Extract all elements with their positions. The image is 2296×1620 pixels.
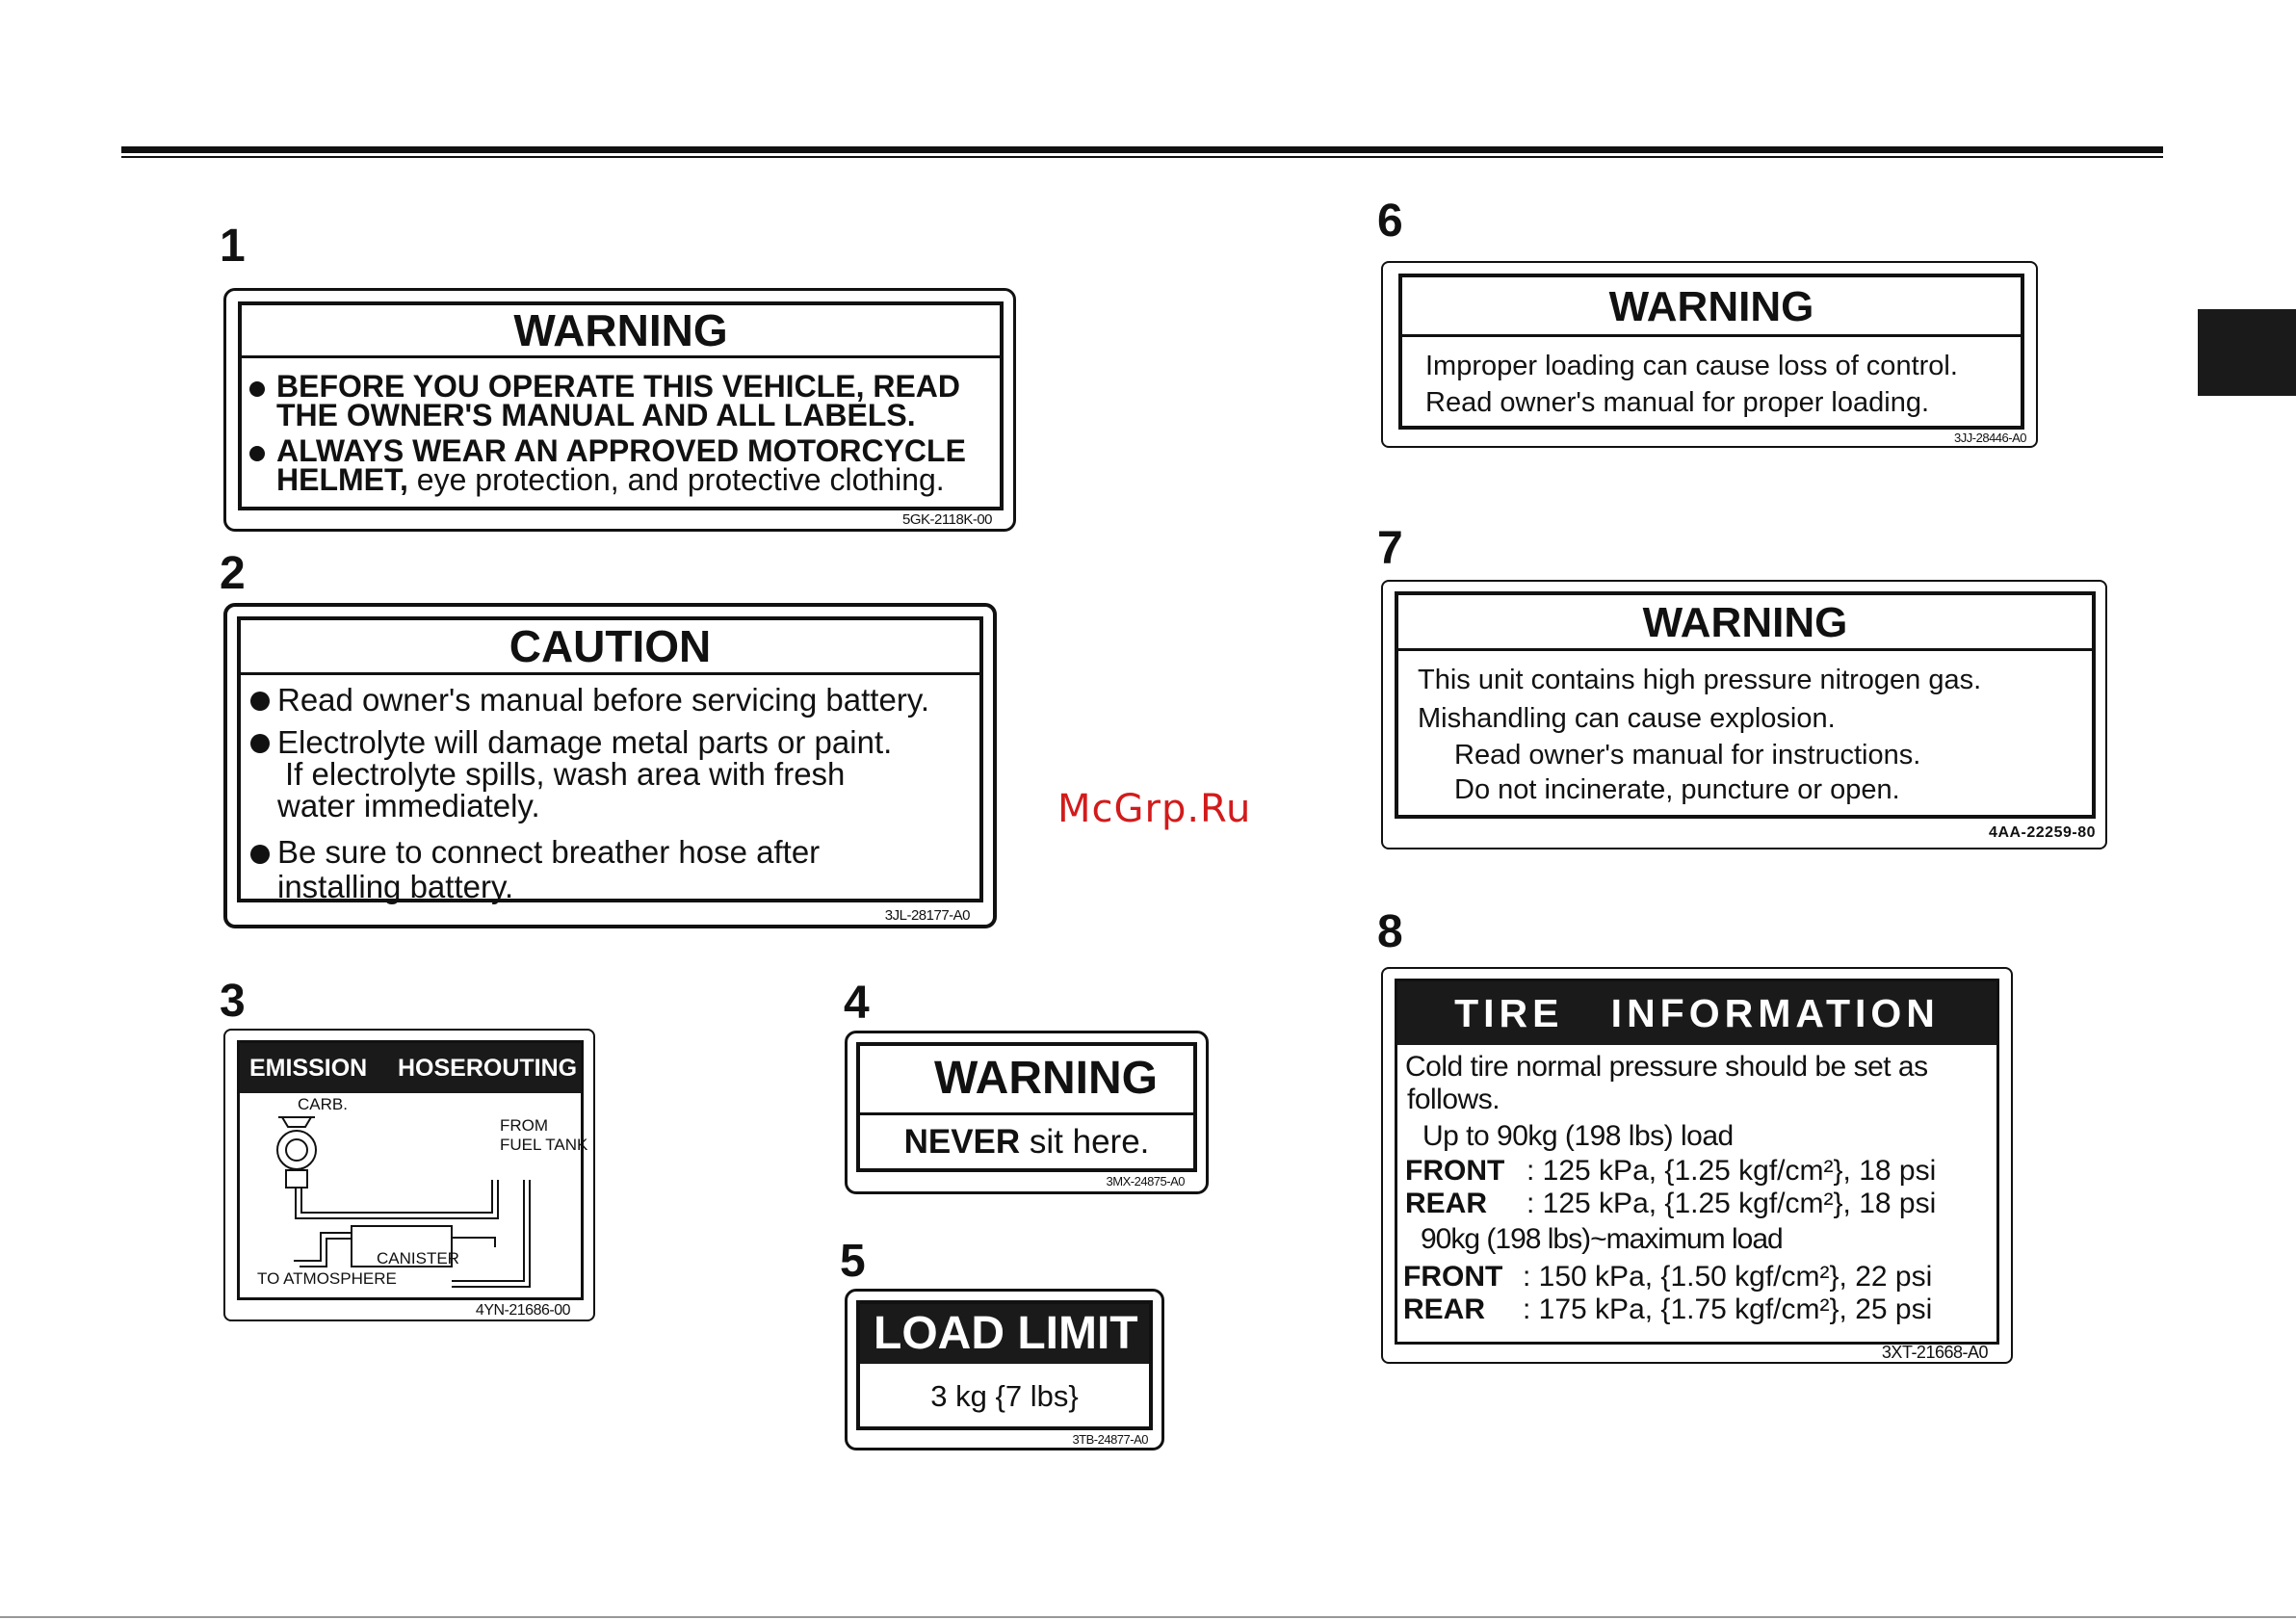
header-rule [121, 146, 2163, 153]
label-4-never: NEVER [903, 1123, 1021, 1161]
bullet [249, 446, 265, 461]
label-number-1: 1 [220, 221, 246, 272]
label-3-to-atmosphere: TO ATMOSPHERE [257, 1269, 397, 1288]
label-8-line-1: Cold tire normal pressure should be set as [1405, 1051, 1928, 1083]
label-8-rear-2-label: REAR [1403, 1293, 1486, 1325]
label-7-title: WARNING [1398, 595, 2092, 651]
label-4-code: 3MX-24875-A0 [1106, 1174, 1185, 1189]
label-6-warning [1381, 261, 2038, 448]
label-2-title: CAUTION [241, 620, 979, 675]
label-4-body [860, 1123, 1193, 1162]
label-7-code: 4AA-22259-80 [1989, 824, 2096, 841]
label-2-bullet-3-line-1: Be sure to connect breather hose after [277, 834, 821, 870]
label-number-7: 7 [1377, 523, 1403, 574]
label-3-fuel-tank: FUEL TANK [500, 1136, 588, 1154]
label-number-3: 3 [220, 976, 246, 1027]
label-8-rear-1-label: REAR [1405, 1188, 1488, 1219]
label-8-line-3: Up to 90kg (198 lbs) load [1422, 1120, 1734, 1152]
header-rule-thin [121, 156, 2163, 158]
watermark: McGrp.Ru [1057, 787, 1252, 831]
label-number-2: 2 [220, 548, 246, 599]
label-3-from: FROM [500, 1116, 549, 1135]
label-8-rear-1-value: : 125 kPa, {1.25 kgf/cm²}, 18 psi [1526, 1188, 1937, 1219]
label-3-carb: CARB. [298, 1095, 348, 1113]
label-1-helmet: HELMET, [276, 462, 408, 497]
label-8-line-4: 90kg (198 lbs)~maximum load [1421, 1223, 1783, 1255]
label-3-code: 4YN-21686-00 [475, 1302, 570, 1319]
label-2-bullet-2-line-2: If electrolyte spills, wash area with fresh [285, 756, 846, 792]
label-6-code: 3JJ-28446-A0 [1954, 431, 2026, 445]
label-8-front-2-label: FRONT [1403, 1261, 1503, 1293]
label-4-frame [856, 1042, 1197, 1172]
label-number-6: 6 [1377, 196, 1403, 247]
label-3-emission [223, 1029, 595, 1321]
label-6-frame [1398, 274, 2024, 430]
label-4-title: WARNING [860, 1046, 1193, 1115]
label-3-title [240, 1043, 581, 1093]
label-6-line-1: Improper loading can cause loss of control. [1425, 351, 1958, 381]
label-8-title: TIRE INFORMATION [1397, 981, 1996, 1045]
label-6-title: WARNING [1402, 277, 2021, 337]
label-number-5: 5 [840, 1236, 866, 1287]
label-3-title-left: EMISSION [249, 1055, 368, 1082]
label-1-bullet-2-line-2 [276, 462, 945, 498]
label-1-protection: eye protection, and protective clothing. [407, 462, 945, 497]
label-2-bullet-3-line-2: installing battery. [277, 869, 514, 904]
footer-rule [0, 1616, 2296, 1618]
label-7-line-1: This unit contains high pressure nitrogen gas. [1418, 665, 1982, 695]
label-1-bullet-1-line-2: THE OWNER'S MANUAL AND ALL LABELS. [276, 398, 916, 432]
label-5-code: 3TB-24877-A0 [1072, 1432, 1148, 1447]
label-number-8: 8 [1377, 906, 1403, 957]
label-4-warning [845, 1031, 1209, 1194]
bullet [249, 381, 265, 397]
bullet [250, 734, 270, 753]
label-1-frame [238, 301, 1004, 510]
label-1-title: WARNING [242, 305, 1000, 358]
label-8-front-2-value: : 150 kPa, {1.50 kgf/cm²}, 22 psi [1523, 1261, 1933, 1293]
label-2-frame [237, 616, 983, 902]
label-1-bullet-1-line-1: BEFORE YOU OPERATE THIS VEHICLE, READ [276, 369, 961, 404]
label-1-warning [223, 288, 1016, 532]
label-7-line-2: Mishandling can cause explosion. [1418, 703, 1836, 734]
bullet [250, 845, 270, 864]
label-8-front-1-value: : 125 kPa, {1.25 kgf/cm²}, 18 psi [1526, 1155, 1937, 1187]
label-8-tire-information [1381, 967, 2013, 1364]
label-7-line-3: Read owner's manual for instructions. [1454, 740, 1921, 771]
label-8-frame [1395, 979, 1999, 1345]
label-4-sit-here: sit here. [1020, 1123, 1150, 1161]
label-3-frame [237, 1040, 588, 1300]
label-7-line-4: Do not incinerate, puncture or open. [1454, 774, 1900, 805]
label-2-bullet-1: Read owner's manual before servicing battery. [277, 682, 930, 718]
label-8-code: 3XT-21668-A0 [1881, 1343, 1988, 1362]
label-1-code: 5GK-2118K-00 [902, 511, 992, 528]
label-8-line-2: follows. [1407, 1084, 1500, 1115]
label-3-title-right: HOSEROUTING [398, 1055, 578, 1082]
label-2-caution [223, 603, 997, 928]
label-7-warning [1381, 580, 2107, 849]
label-5-value: 3 kg {7 lbs} [930, 1379, 1079, 1413]
label-5-load-limit [845, 1289, 1164, 1450]
label-2-code: 3JL-28177-A0 [884, 907, 970, 924]
label-8-rear-2-value: : 175 kPa, {1.75 kgf/cm²}, 25 psi [1523, 1293, 1933, 1325]
label-6-line-2: Read owner's manual for proper loading. [1425, 387, 1930, 418]
bullet [250, 692, 270, 711]
label-2-bullet-2-line-3: water immediately. [277, 788, 540, 823]
label-number-4: 4 [844, 978, 870, 1029]
label-7-frame [1395, 591, 2096, 819]
label-5-title: LOAD LIMIT [860, 1304, 1149, 1364]
label-2-bullet-2-line-1: Electrolyte will damage metal parts or paint. [277, 724, 893, 760]
label-3-canister: CANISTER [377, 1249, 459, 1267]
section-tab [2198, 309, 2296, 396]
label-1-bullet-2-line-1: ALWAYS WEAR AN APPROVED MOTORCYCLE [276, 433, 966, 468]
label-5-frame [856, 1300, 1153, 1430]
label-8-front-1-label: FRONT [1405, 1155, 1505, 1187]
